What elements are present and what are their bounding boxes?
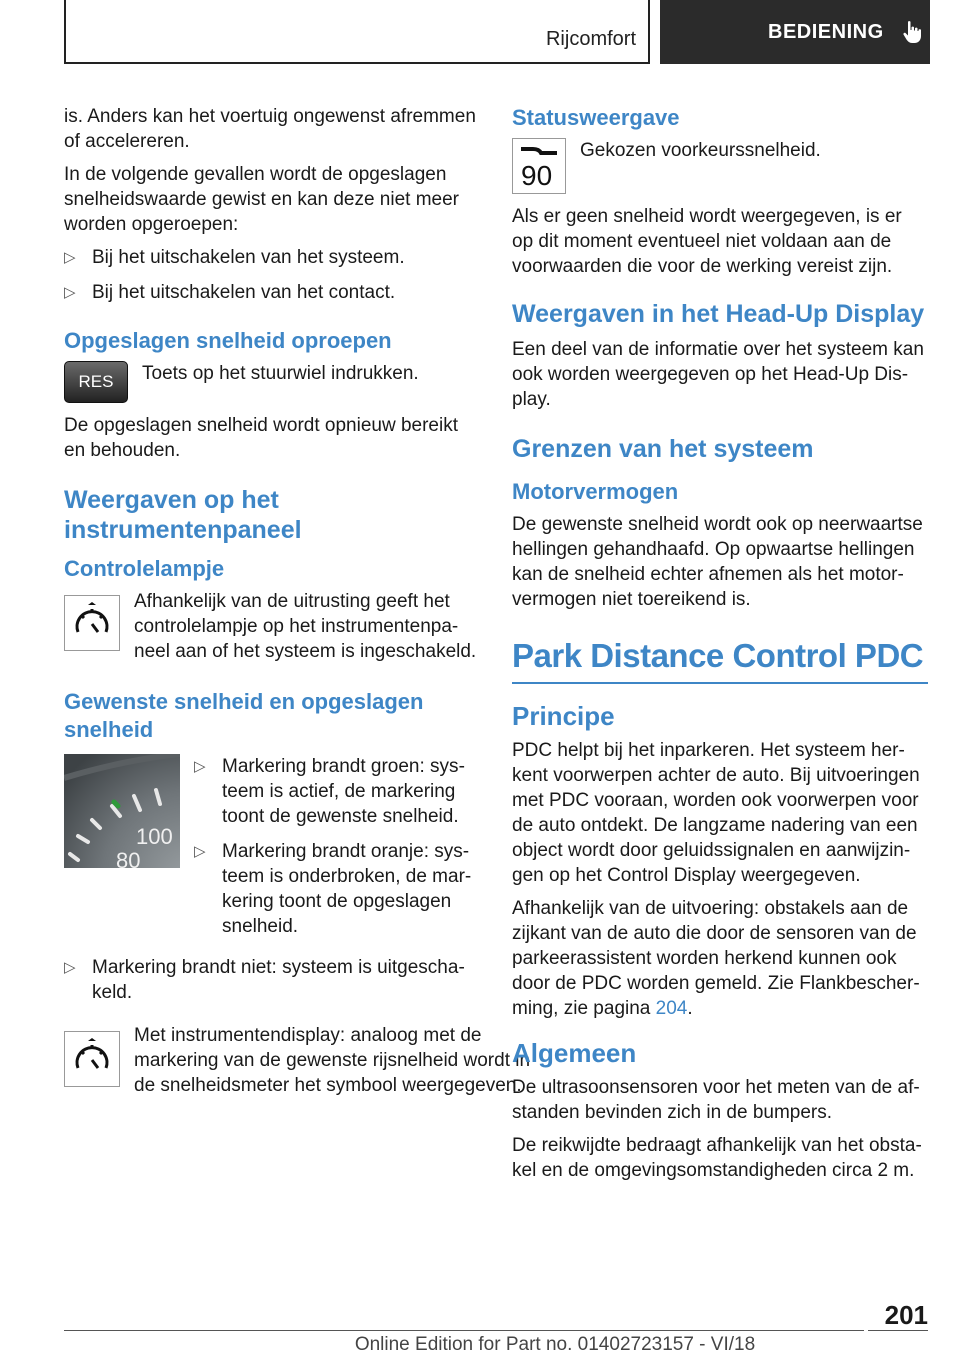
paragraph: Afhankelijk van de uitrusting geeft het controlelampje op het instrumentenpaneel aan of het systeem is ingeschakeld.: [134, 591, 477, 662]
speedometer-icon: [64, 595, 120, 651]
gauge-label-80: 80: [116, 848, 141, 868]
indicator-lamp-row: [64, 589, 482, 664]
paragraph: Een deel van de informatie over het systeem kan ook worden weergegeven op het Head-Up Display.: [512, 339, 924, 410]
paragraph: Gekozen voorkeurssnelheid.: [580, 140, 821, 161]
speedometer-icon: [64, 1031, 120, 1087]
paragraph: De gewenste snelheid wordt ook op neerwaartse hellingen gehandhaafd. Op opwaartse hellingen kan de snelheid echter afnemen als het motorvermogen niet toereikend is.: [512, 514, 923, 610]
paragraph: In de volgende gevallen wordt de opgeslagen snelheidswaarde gewist en kan deze niet meer worden opgeroepen:: [64, 164, 460, 235]
paragraph: Als er geen snelheid wordt weergegeven, is er op dit moment eventueel niet voldaan aan de voorwaarden die voor de werking vereist zijn.: [512, 206, 902, 277]
speedometer-gauge-image: [64, 754, 180, 868]
preferred-speed-icon: [512, 138, 566, 194]
paragraph: De opgeslagen snelheid wordt opnieuw bereikt en behouden.: [64, 415, 458, 461]
bullet-list: [64, 955, 482, 1005]
paragraph: [512, 896, 928, 1021]
header-section-title: Rijcomfort: [545, 28, 636, 50]
right-column: [512, 104, 928, 1191]
list-item: ▷ Markering brandt groen: systeem is actief, de markering toont de gewenste snelheid.: [194, 754, 482, 829]
header-chapter-tab: [660, 0, 930, 64]
res-button-row: [64, 361, 482, 403]
heading-instrument-displays: Weergaven op het instrumentenpaneel: [64, 486, 302, 544]
heading-indicator-lamp: Controlelampje: [64, 556, 225, 581]
paragraph: De ultrasoonsensoren voor het meten van de afstanden bevinden zich in de bumpers.: [512, 1077, 920, 1123]
header-chapter-label: BEDIENING: [768, 20, 884, 43]
list-item: ▷ Bij het uitschakelen van het systeem.: [64, 245, 482, 270]
res-label: RES: [78, 372, 114, 391]
paragraph: is. Anders kan het voertuig ongewenst afremmen of accelereren.: [64, 106, 476, 152]
heading-recall-speed: Opgeslagen snelheid oproepen: [64, 328, 392, 353]
res-button-icon: [64, 361, 128, 403]
paragraph-text: Afhankelijk van de uitvoering: obstakels aan de zijkant van de auto die door de sensoren van de parkeerassistent worden herkend kunnen ook door de PDC worden gemeld. Zie Flankbescherming, zie pagina: [512, 898, 920, 1019]
footer-divider: [868, 1330, 928, 1331]
left-column: [64, 104, 531, 1098]
page-number: 201: [884, 1300, 928, 1330]
heading-principle: Principe: [512, 701, 615, 731]
gauge-label-100: 100: [136, 824, 173, 849]
list-item: ▷ Markering brandt oranje: systeem is onderbroken, de markering toont de opgeslagen snelheid.: [194, 839, 482, 939]
paragraph: Toets op het stuurwiel indrukken.: [142, 363, 419, 384]
page-reference-link[interactable]: 204: [655, 998, 688, 1019]
instrument-display-row: [64, 1023, 531, 1098]
list-item: ▷ Bij het uitschakelen van het contact.: [64, 280, 482, 305]
hand-pointer-icon: [902, 20, 924, 44]
paragraph: De reikwijdte bedraagt afhankelijk van het obstakel en de omgevingsomstandigheden circa 2 m.: [512, 1135, 922, 1181]
preferred-speed-number: 90: [521, 160, 553, 191]
paragraph-text: .: [687, 998, 693, 1019]
heading-hud-displays: Weergaven in het Head-Up Display: [512, 300, 925, 328]
heading-system-limits: Grenzen van het systeem: [512, 435, 814, 463]
gauge-row: [64, 754, 482, 949]
list-item: ▷ Markering brandt niet: systeem is uitgeschakeld.: [64, 955, 482, 1005]
bullet-list: [194, 754, 482, 949]
heading-general: Algemeen: [512, 1038, 637, 1068]
bullet-list: [64, 245, 482, 305]
status-display-row: [512, 138, 928, 194]
paragraph: Met instrumentendisplay: analoog met de markering van de gewenste rijsnelheid wordt in de snelheidsmeter het symbool weergegeven.: [134, 1025, 531, 1096]
chapter-title-pdc: Park Distance Control PDC: [512, 636, 928, 684]
footer-divider: [64, 1330, 864, 1331]
paragraph: PDC helpt bij het inparkeren. Het systeem herkent voorwerpen achter de auto. Bij uitvoeringen met PDC vooraan, worden ook voorwerpen voor de auto ontdekt. De langzame nadering van een object wordt door geluidssignalen en aanwijzingen op het Control Display weergegeven.: [512, 740, 920, 886]
heading-status-display: Statusweergave: [512, 105, 680, 130]
heading-desired-speed: Gewenste snelheid en opgeslagen snelheid: [64, 689, 424, 742]
footer-edition: Online Edition for Part no. 01402723157 - VI/18: [354, 1334, 756, 1355]
heading-engine-power: Motorvermogen: [512, 479, 679, 504]
